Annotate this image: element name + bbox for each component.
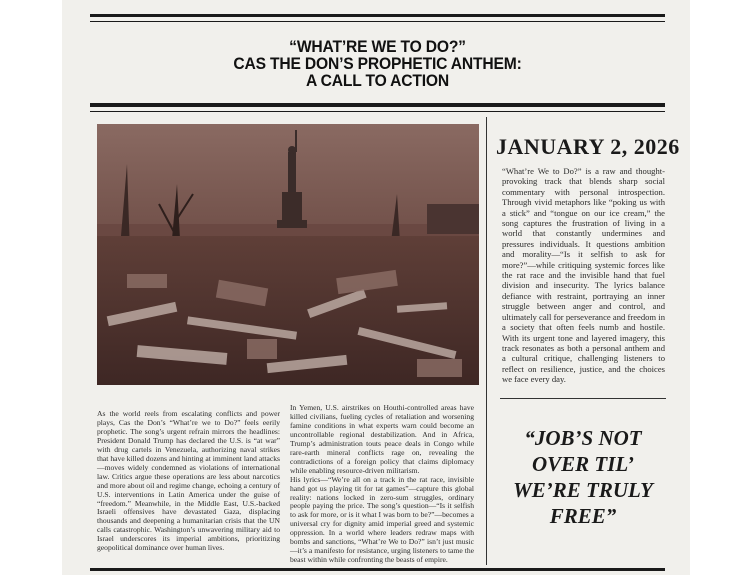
pull-quote-line-2: OVER TIL’ (531, 452, 635, 476)
statue-of-liberty-ruins-photo (97, 124, 479, 385)
column-divider (486, 117, 487, 565)
headline-rule-thick (90, 103, 665, 107)
issue-date: JANUARY 2, 2026 (496, 134, 680, 159)
bottom-rule (90, 568, 665, 571)
headline-line-3: A CALL TO ACTION (305, 71, 450, 90)
headline-rule-thin (90, 111, 665, 112)
left-column-text: As the world reels from escalating conflicts and power plays, Cas the Don’s “What’re we to Do?” feels eerily prophetic. The song’s urgent refrain mirrors the headlines: President Donald Trump has declared the U.S. is “at war” with drug cartels in Venezuela, authorizing naval strikes that have killed dozens and hinting at imminent land attacks—moves widely condemned as violations of international law. Critics argue these operations are less about narcotics and more about oil and regime change, echoing a century of U.S. interventions in Latin America under the guise of “freedom.” Meanwhile, in the Middle East, U.S.-backed Israeli offensives have devastated Gaza, displacing thousands and deepening a humanitarian crisis that the UN calls catastrophic. Washington’s unwavering military aid to Israel underscores its imperial ambitions, prioritizing geopolitical dominance over human lives. (97, 409, 280, 553)
lead-photo (97, 124, 479, 385)
top-rule-thick (90, 14, 665, 17)
left-column-article (97, 410, 280, 553)
quote-divider (500, 398, 666, 399)
headline-line-2: CAS THE DON’S PROPHETIC ANTHEM: (233, 54, 522, 73)
top-rule-thin (90, 21, 665, 22)
pull-quote-line-3: WE’RE TRULY (513, 478, 653, 502)
pull-quote (494, 425, 672, 529)
headline (113, 38, 642, 89)
pull-quote-line-1: “JOB’S NOT (524, 426, 642, 450)
right-column-text: “What’re We to Do?” is a raw and thought-provoking track that blends sharp social commentary with personal introspection. Through vivid metaphors like “poking us with a stick” and “tongue on our ice cream,” the song captures the frustration of living in a world that constantly undermines and pressures individuals. It questions ambition and morality—“Is it selfish to ask for more?”—while critiquing systemic forces like the rat race and the invisible hand that fuel division and insecurity. The lyrics balance defiance with restraint, portraying an inner struggle between anger and control, and ultimately call for perseverance and freedom in a society that often feels numb and hostile. With its urgent tone and layered imagery, this track resonates as both a personal anthem and a cultural critique, challenging listeners to reflect on resilience, justice, and the choices we face every day. (502, 166, 665, 385)
headline-line-1: “WHAT’RE WE TO DO?” (289, 37, 466, 56)
middle-column-article (290, 404, 474, 565)
middle-column-paragraph-2: His lyrics—“We’re all on a track in the rat race, invisible hand got us playing tit for tat games”—capture this global reality: nations locked in zero-sum struggles, ordinary people paying the price. The song’s question—“Is it selfish to ask for more, or is it what I was born to be?”—becomes a universal cry for dignity amid imperial greed and systemic oppression. In a world where leaders redraw maps with bombs and sanctions, “What’re We to Do?” isn’t just music—it’s a manifesto for resistance, urging listeners to tame the beast within while confronting the beasts of empire. (290, 474, 474, 565)
pull-quote-line-4: FREE” (549, 504, 617, 528)
middle-column-paragraph-1: In Yemen, U.S. airstrikes on Houthi-controlled areas have killed civilians, fueling cycles of retaliation and worsening famine conditions in what experts warn could become an uncontrollable regional destabilization. And in Africa, Trump’s administration touts peace deals in Congo while rare-earth mineral conflicts rage on, revealing the contradictions of a foreign policy that claims diplomacy while enabling resource-driven militarism. (290, 403, 474, 475)
right-column-article (502, 166, 665, 385)
